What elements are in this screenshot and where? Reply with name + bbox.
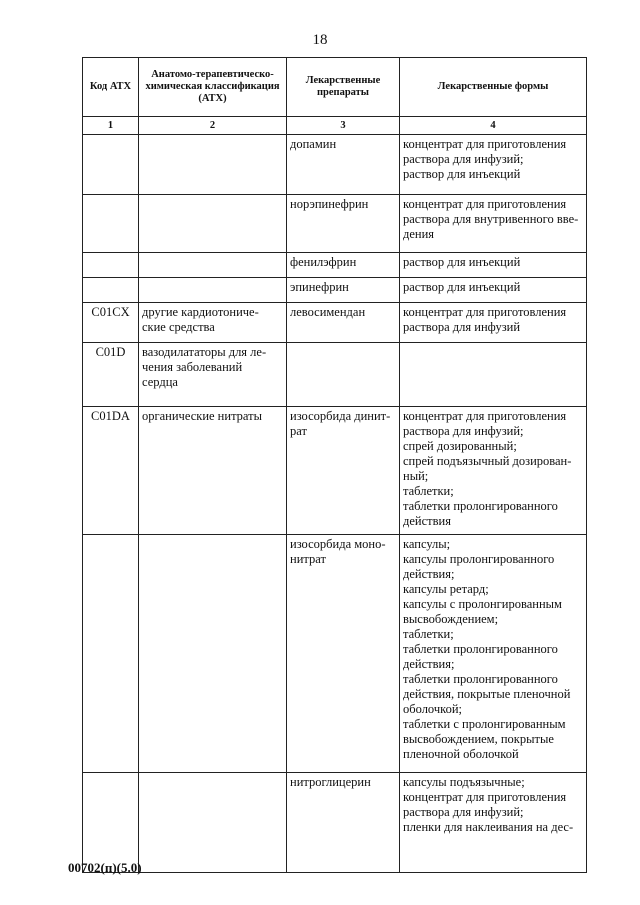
drug-cell (287, 407, 400, 535)
drug-cell (287, 253, 400, 278)
dosage-form-line: раствор для инъекций (403, 280, 521, 294)
atx-code-cell (83, 407, 139, 535)
header-row (83, 58, 587, 117)
dosage-form-line: спрей дозированный; (403, 439, 517, 453)
dosage-form-line: раствор для инъекций (403, 255, 521, 269)
classification-line: вазодилататоры для ле- (142, 345, 267, 359)
table-row (83, 135, 587, 195)
dosage-form-cell (400, 135, 587, 195)
dosage-form-line: капсулы с пролонгированным (403, 597, 562, 611)
table-row (83, 195, 587, 253)
dosage-form-line: высвобождением; (403, 612, 499, 626)
classification-line: органические нитраты (142, 409, 263, 423)
dosage-form-line: раствора для инфузий; (403, 805, 524, 819)
dosage-form-line: капсулы; (403, 537, 451, 551)
document-code: 00702(п)(5.0) (68, 860, 142, 875)
classification-line: сердца (142, 375, 178, 389)
header-classification: Анатомо-терапевтическо-химическая классификация (АТХ) (139, 58, 287, 117)
drug-cell (287, 135, 400, 195)
dosage-form-line: раствора для внутривенного вве- (403, 212, 579, 226)
drug-line: нитрат (290, 552, 326, 566)
atx-code: C01CX (91, 305, 130, 319)
dosage-form-cell (400, 303, 587, 343)
atx-code: C01DA (91, 409, 130, 423)
dosage-form-line: таблетки с пролонгированным (403, 717, 566, 731)
dosage-form-line: оболочкой; (403, 702, 462, 716)
drug-cell (287, 195, 400, 253)
dosage-form-line: раствора для инфузий (403, 320, 521, 334)
classification-cell (139, 343, 287, 407)
table-row (83, 303, 587, 343)
atx-code: C01D (95, 345, 126, 359)
classification-cell (139, 195, 287, 253)
classification-cell (139, 535, 287, 773)
atx-table (82, 57, 587, 873)
column-number: 3 (287, 117, 400, 135)
dosage-form-line: капсулы ретард; (403, 582, 489, 596)
drug-line: эпинефрин (290, 280, 349, 294)
table-row (83, 343, 587, 407)
classification-line: чения заболеваний (142, 360, 243, 374)
dosage-form-line: таблетки; (403, 484, 454, 498)
drug-line: норэпинефрин (290, 197, 369, 211)
atx-code-cell (83, 303, 139, 343)
dosage-form-cell (400, 253, 587, 278)
dosage-form-line: спрей подъязычный дозирован- (403, 454, 572, 468)
atx-code-cell (83, 343, 139, 407)
atx-code-cell (83, 535, 139, 773)
atx-code-cell (83, 135, 139, 195)
classification-cell (139, 278, 287, 303)
dosage-form-line: раствора для инфузий; (403, 152, 524, 166)
dosage-form-line: действия; (403, 657, 455, 671)
dosage-form-line: действия (403, 514, 451, 528)
dosage-form-line: концентрат для приготовления (403, 197, 567, 211)
dosage-form-line: концентрат для приготовления (403, 137, 567, 151)
dosage-form-line: концентрат для приготовления (403, 409, 567, 423)
dosage-form-line: концентрат для приготовления (403, 790, 567, 804)
dosage-form-cell (400, 195, 587, 253)
classification-line: ские средства (142, 320, 215, 334)
atx-code-cell (83, 278, 139, 303)
classification-cell (139, 773, 287, 873)
dosage-form-line: капсулы подъязычные; (403, 775, 525, 789)
dosage-form-line: пленочной оболочкой (403, 747, 519, 761)
page-number: 18 (312, 32, 328, 48)
header-drugs: Лекарственные препараты (287, 58, 400, 117)
dosage-form-line: раствора для инфузий; (403, 424, 524, 438)
drug-line: допамин (290, 137, 337, 151)
atx-code-cell (83, 773, 139, 873)
dosage-form-line: таблетки; (403, 627, 454, 641)
dosage-form-line: действия; (403, 567, 455, 581)
column-number-row (83, 117, 587, 135)
dosage-form-line: действия, покрытые пленочной (403, 687, 571, 701)
drug-cell (287, 343, 400, 407)
classification-cell (139, 303, 287, 343)
dosage-form-line: капсулы пролонгированного (403, 552, 555, 566)
classification-line: другие кардиотониче- (142, 305, 259, 319)
drug-cell (287, 535, 400, 773)
drug-line: изосорбида моно- (290, 537, 386, 551)
dosage-form-line: таблетки пролонгированного (403, 672, 558, 686)
table-row (83, 278, 587, 303)
dosage-form-line: дения (403, 227, 435, 241)
table-row (83, 253, 587, 278)
classification-cell (139, 135, 287, 195)
dosage-form-line: ный; (403, 469, 429, 483)
drug-line: изосорбида динит- (290, 409, 391, 423)
table-row (83, 407, 587, 535)
classification-cell (139, 407, 287, 535)
dosage-form-cell (400, 773, 587, 873)
header-code: Код АТХ (83, 58, 139, 117)
dosage-form-cell (400, 343, 587, 407)
drug-cell (287, 303, 400, 343)
atx-code-cell (83, 253, 139, 278)
classification-cell (139, 253, 287, 278)
column-number: 1 (83, 117, 139, 135)
table-row (83, 535, 587, 773)
drug-line: фенилэфрин (290, 255, 357, 269)
atx-code-cell (83, 195, 139, 253)
dosage-form-line: высвобождением, покрытые (403, 732, 554, 746)
dosage-form-cell (400, 535, 587, 773)
drug-cell (287, 278, 400, 303)
dosage-form-line: пленки для наклеивания на дес- (403, 820, 574, 834)
column-number: 4 (400, 117, 587, 135)
drug-line: нитроглицерин (290, 775, 371, 789)
column-number: 2 (139, 117, 287, 135)
dosage-form-line: концентрат для приготовления (403, 305, 567, 319)
table-row (83, 773, 587, 873)
dosage-form-cell (400, 407, 587, 535)
dosage-form-line: таблетки пролонгированного (403, 642, 558, 656)
dosage-form-line: таблетки пролонгированного (403, 499, 558, 513)
dosage-form-line: раствор для инъекций (403, 167, 521, 181)
drug-line: рат (290, 424, 307, 438)
drug-cell (287, 773, 400, 873)
dosage-form-cell (400, 278, 587, 303)
drug-line: левосимендан (290, 305, 366, 319)
header-forms: Лекарственные формы (400, 58, 587, 117)
